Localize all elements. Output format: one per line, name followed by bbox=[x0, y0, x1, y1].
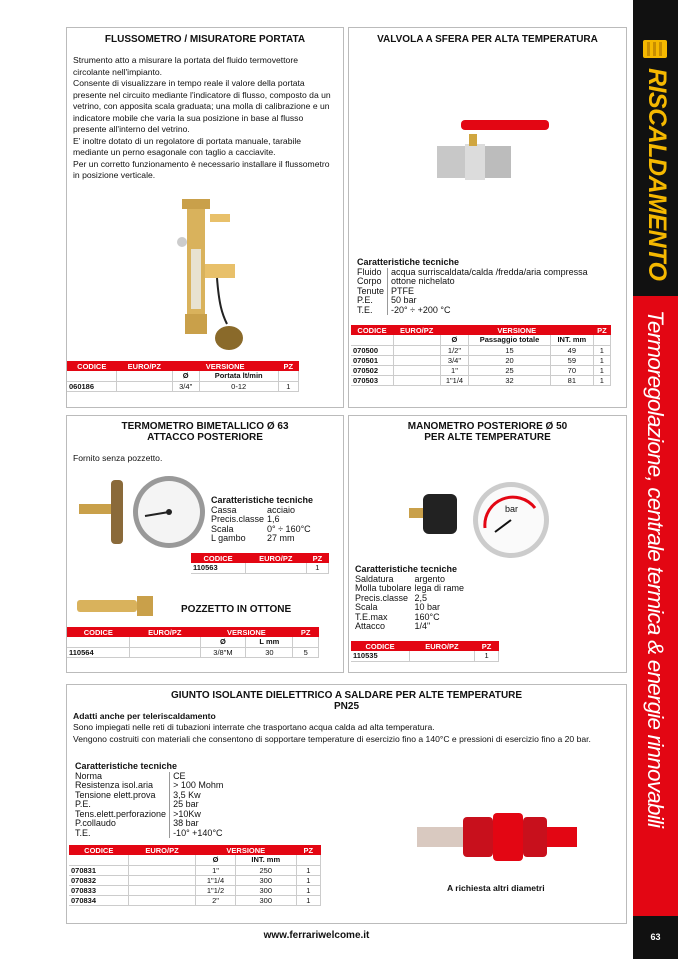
manometro-specs bbox=[355, 565, 467, 632]
col-header: PZ bbox=[593, 325, 610, 335]
spec-label: Tens.elett.perforazione bbox=[75, 808, 167, 819]
footer-website[interactable]: www.ferrariwelcome.it bbox=[263, 930, 370, 941]
cell bbox=[129, 895, 196, 905]
spec-value: 10 bar bbox=[414, 602, 441, 612]
sidebar-dark-band bbox=[633, 0, 678, 296]
cell: 1 bbox=[593, 345, 610, 355]
giunto-description bbox=[73, 722, 618, 745]
cell: 070502 bbox=[351, 365, 393, 375]
sub-header: INT. mm bbox=[550, 335, 593, 345]
col-header: VERSIONE bbox=[172, 361, 278, 371]
spec-label: T.E. bbox=[357, 304, 373, 315]
cell: 1 bbox=[296, 885, 320, 895]
specs-title: Caratteristiche tecniche bbox=[355, 564, 458, 574]
cell: 070501 bbox=[351, 355, 393, 365]
cell: 070832 bbox=[69, 875, 129, 885]
page-number: 63 bbox=[633, 916, 678, 959]
cell: 060186 bbox=[67, 381, 116, 391]
table-row bbox=[351, 365, 611, 375]
cell: 1 bbox=[296, 875, 320, 885]
spec-label: Attacco bbox=[355, 621, 386, 631]
sidebar-red-band bbox=[633, 296, 678, 916]
spec-label: Precis.classe bbox=[355, 592, 409, 603]
dial-label: bar bbox=[505, 504, 519, 514]
col-header: CODICE bbox=[191, 553, 245, 563]
cell: 300 bbox=[235, 875, 296, 885]
termometro-table bbox=[191, 553, 329, 574]
cell: 70 bbox=[550, 365, 593, 375]
termometro-panel bbox=[66, 415, 344, 673]
sub-header: Ø bbox=[172, 371, 199, 381]
cell bbox=[393, 355, 440, 365]
col-header: PZ bbox=[475, 641, 499, 651]
cell: 15 bbox=[469, 345, 551, 355]
termometro-title bbox=[67, 421, 343, 443]
spec-label: P.collaudo bbox=[75, 818, 116, 828]
desc-line: Consente di visualizzare in tempo reale il valore della portata presente nel circuito mediante l'indicatore di flusso, composto da un vetrino, con apposita scala graduata; una molla di calibrazione e un indicatore mobile che varia la sua posizione in base al flusso presente all'interno del vetrino. bbox=[73, 78, 331, 134]
spec-value: ottone nichelato bbox=[388, 277, 591, 287]
cell: 1" bbox=[440, 365, 468, 375]
spec-value: 0° ÷ 160°C bbox=[267, 523, 311, 534]
col-header: EURO/PZ bbox=[245, 553, 306, 563]
thermometer-image bbox=[73, 474, 207, 554]
title-line: TERMOMETRO BIMETALLICO Ø 63 bbox=[121, 421, 289, 432]
flowmeter-image bbox=[167, 194, 267, 356]
col-header: PZ bbox=[296, 845, 320, 855]
flussometro-title: FLUSSOMETRO / MISURATORE PORTATA bbox=[104, 34, 306, 45]
col-header: CODICE bbox=[351, 641, 409, 651]
spec-value: acciaio bbox=[267, 504, 296, 515]
category-sidebar bbox=[633, 0, 678, 959]
col-header: EURO/PZ bbox=[130, 627, 200, 637]
spec-value: 3,5 Kw bbox=[170, 791, 227, 801]
col-header: EURO/PZ bbox=[116, 361, 172, 371]
cell: 070503 bbox=[351, 375, 393, 385]
cell bbox=[129, 865, 196, 875]
spec-label: T.E.max bbox=[355, 611, 388, 622]
table-row bbox=[69, 895, 321, 905]
cell: 1 bbox=[593, 375, 610, 385]
spec-label: Resistenza isol.aria bbox=[75, 780, 154, 790]
valvola-title: VALVOLA A SFERA PER ALTA TEMPERATURA bbox=[377, 34, 598, 45]
table-row bbox=[351, 375, 611, 385]
title-line: PN25 bbox=[333, 701, 359, 712]
cell: 110563 bbox=[191, 563, 245, 573]
cell: 5 bbox=[293, 647, 319, 657]
spec-label: Norma bbox=[75, 770, 103, 781]
title-line: GIUNTO ISOLANTE DIELETTRICO A SALDARE PER ALTE TEMPERATURE bbox=[170, 690, 523, 701]
cell: 81 bbox=[550, 375, 593, 385]
sub-header: INT. mm bbox=[235, 855, 296, 865]
spec-value: -10° +140°C bbox=[170, 829, 227, 839]
spec-label: Molla tubolare bbox=[355, 583, 412, 593]
cell: 2" bbox=[196, 895, 236, 905]
valvola-specs bbox=[357, 258, 591, 315]
table-row bbox=[67, 647, 319, 657]
cell bbox=[409, 651, 474, 661]
col-header: CODICE bbox=[67, 627, 130, 637]
spec-label: L gambo bbox=[211, 533, 246, 543]
cell: 20 bbox=[469, 355, 551, 365]
manometro-panel bbox=[348, 415, 627, 673]
flussometro-table bbox=[67, 361, 299, 392]
cell: 3/4" bbox=[172, 381, 199, 391]
cell: 1 bbox=[296, 895, 320, 905]
spec-label: Precis.classe bbox=[211, 514, 265, 524]
sub-header: Passaggio totale bbox=[469, 335, 551, 345]
cell bbox=[130, 647, 200, 657]
cell bbox=[245, 563, 306, 573]
termometro-description: Fornito senza pozzetto. bbox=[73, 453, 163, 463]
specs-title: Caratteristiche tecniche bbox=[75, 761, 178, 771]
col-header: PZ bbox=[278, 361, 298, 371]
pozzetto-image bbox=[73, 592, 157, 620]
title-line: MANOMETRO POSTERIORE Ø 50 bbox=[407, 421, 568, 432]
cell: 49 bbox=[550, 345, 593, 355]
cell: 25 bbox=[469, 365, 551, 375]
giunto-subtitle: Adatti anche per teleriscaldamento bbox=[73, 711, 216, 721]
cell: 32 bbox=[469, 375, 551, 385]
col-header: VERSIONE bbox=[196, 845, 297, 855]
giunto-note: A richiesta altri diametri bbox=[447, 883, 545, 893]
sub-header: L mm bbox=[246, 637, 293, 647]
pozzetto-table bbox=[67, 627, 319, 658]
spec-label: Scala bbox=[355, 602, 378, 612]
cell: 1 bbox=[306, 563, 328, 573]
col-header: EURO/PZ bbox=[129, 845, 196, 855]
cell bbox=[393, 365, 440, 375]
table-row bbox=[191, 563, 329, 573]
cell: 110564 bbox=[67, 647, 130, 657]
valvola-panel bbox=[348, 27, 627, 408]
cell bbox=[129, 885, 196, 895]
spec-value: CE bbox=[170, 772, 227, 782]
cell: 1/2" bbox=[440, 345, 468, 355]
spec-value: PTFE bbox=[388, 287, 591, 297]
flussometro-description bbox=[73, 55, 337, 182]
spec-value: 27 mm bbox=[267, 533, 295, 543]
cell: 110535 bbox=[351, 651, 409, 661]
cell: 300 bbox=[235, 885, 296, 895]
col-header: EURO/PZ bbox=[409, 641, 474, 651]
cell: 1"1/4 bbox=[196, 875, 236, 885]
cell bbox=[116, 381, 172, 391]
table-row bbox=[351, 651, 499, 661]
spec-value: > 100 Mohm bbox=[170, 781, 227, 791]
pozzetto-title: POZZETTO IN OTTONE bbox=[181, 604, 292, 615]
col-header: PZ bbox=[306, 553, 328, 563]
desc-line: Per un corretto funzionamento è necessario installare il flussometro in posizione verticale. bbox=[73, 158, 330, 180]
cell: 0-12 bbox=[199, 381, 278, 391]
spec-label: Corpo bbox=[357, 276, 382, 286]
cell: 1 bbox=[296, 865, 320, 875]
spec-label: T.E. bbox=[75, 827, 91, 838]
desc-line: Sono impiegati nelle reti di tubazioni interrate che trasportano acqua calda ad alta temperatura. bbox=[73, 722, 435, 732]
sub-header: Portata lt/min bbox=[199, 371, 278, 381]
table-row bbox=[67, 381, 299, 391]
valvola-table bbox=[351, 325, 611, 386]
spec-value: 25 bar bbox=[170, 800, 227, 810]
spec-label: Cassa bbox=[211, 504, 237, 515]
cell: 3/8"M bbox=[200, 647, 246, 657]
radiator-icon bbox=[641, 36, 669, 62]
table-row bbox=[351, 355, 611, 365]
category-subtitle: Termoregolazione, centrale termica & energie rinnovabili bbox=[643, 310, 668, 828]
cell: 070834 bbox=[69, 895, 129, 905]
category-title: RISCALDAMENTO bbox=[643, 68, 671, 281]
col-header: CODICE bbox=[69, 845, 129, 855]
spec-value: 2,5 bbox=[414, 592, 428, 603]
spec-label: Fluido bbox=[357, 266, 382, 277]
cell bbox=[393, 345, 440, 355]
spec-label: P.E. bbox=[357, 295, 373, 305]
spec-label: Tenute bbox=[357, 285, 385, 296]
spec-value: lega di rame bbox=[414, 583, 465, 593]
spec-value: 1/4" bbox=[414, 621, 431, 631]
col-header: VERSIONE bbox=[200, 627, 293, 637]
sub-header: Ø bbox=[200, 637, 246, 647]
desc-line: Vengono costruiti con materiali che consentono di sopportare temperature di esercizio fino a 140°C e pressioni di esercizio fino a 20 bar. bbox=[73, 733, 591, 744]
spec-label: P.E. bbox=[75, 799, 91, 809]
sub-header: Ø bbox=[196, 855, 236, 865]
col-header: PZ bbox=[293, 627, 319, 637]
cell: 1 bbox=[593, 355, 610, 365]
cell: 59 bbox=[550, 355, 593, 365]
cell: 070831 bbox=[69, 865, 129, 875]
sub-header: Ø bbox=[440, 335, 468, 345]
title-line: ATTACCO POSTERIORE bbox=[147, 432, 263, 443]
cell: 300 bbox=[235, 895, 296, 905]
cell: 1 bbox=[278, 381, 298, 391]
spec-value: 50 bar bbox=[388, 296, 591, 306]
dielectric-joint-image bbox=[413, 805, 583, 867]
table-row bbox=[69, 885, 321, 895]
manometro-title bbox=[349, 421, 626, 443]
spec-value: 160°C bbox=[414, 611, 440, 622]
manometro-table bbox=[351, 641, 499, 662]
cell: 30 bbox=[246, 647, 293, 657]
specs-title: Caratteristiche tecniche bbox=[357, 257, 460, 267]
table-row bbox=[69, 875, 321, 885]
table-row bbox=[69, 865, 321, 875]
giunto-title bbox=[67, 690, 626, 712]
desc-line: E' inoltre dotato di un regolatore di portata manuale, tarabile mediante un perno esagonale con taglio a cacciavite. bbox=[73, 135, 302, 157]
ball-valve-image bbox=[429, 116, 549, 186]
spec-label: Scala bbox=[211, 523, 234, 534]
col-header: EURO/PZ bbox=[393, 325, 440, 335]
table-row bbox=[351, 345, 611, 355]
spec-value: 38 bar bbox=[170, 819, 227, 829]
spec-value: -20° ÷ +200 °C bbox=[388, 306, 591, 316]
termometro-specs bbox=[211, 496, 314, 544]
cell bbox=[393, 375, 440, 385]
col-header: VERSIONE bbox=[440, 325, 593, 335]
cell: 1"1/4 bbox=[440, 375, 468, 385]
flussometro-panel bbox=[66, 27, 344, 408]
col-header: CODICE bbox=[351, 325, 393, 335]
giunto-table bbox=[69, 845, 321, 906]
cell bbox=[129, 875, 196, 885]
spec-value: acqua surriscaldata/calda /fredda/aria compressa bbox=[388, 268, 591, 278]
spec-label: Saldatura bbox=[355, 573, 394, 584]
specs-title: Caratteristiche tecniche bbox=[211, 495, 314, 505]
cell: 250 bbox=[235, 865, 296, 875]
title-line: PER ALTE TEMPERATURE bbox=[424, 432, 551, 443]
giunto-panel bbox=[66, 684, 627, 924]
manometer-image bbox=[405, 478, 553, 564]
cell: 1 bbox=[593, 365, 610, 375]
spec-label: Tensione elett.prova bbox=[75, 789, 156, 800]
cell: 070500 bbox=[351, 345, 393, 355]
col-header: CODICE bbox=[67, 361, 116, 371]
cell: 1" bbox=[196, 865, 236, 875]
spec-value: >10Kw bbox=[170, 810, 227, 820]
cell: 1 bbox=[475, 651, 499, 661]
cell: 1"1/2 bbox=[196, 885, 236, 895]
spec-value: argento bbox=[414, 573, 446, 584]
desc-line: Strumento atto a misurare la portata del fluido termovettore circolante nell'impianto. bbox=[73, 55, 298, 77]
giunto-specs bbox=[75, 762, 226, 838]
cell: 3/4" bbox=[440, 355, 468, 365]
cell: 070833 bbox=[69, 885, 129, 895]
spec-value: 1,6 bbox=[267, 514, 280, 524]
